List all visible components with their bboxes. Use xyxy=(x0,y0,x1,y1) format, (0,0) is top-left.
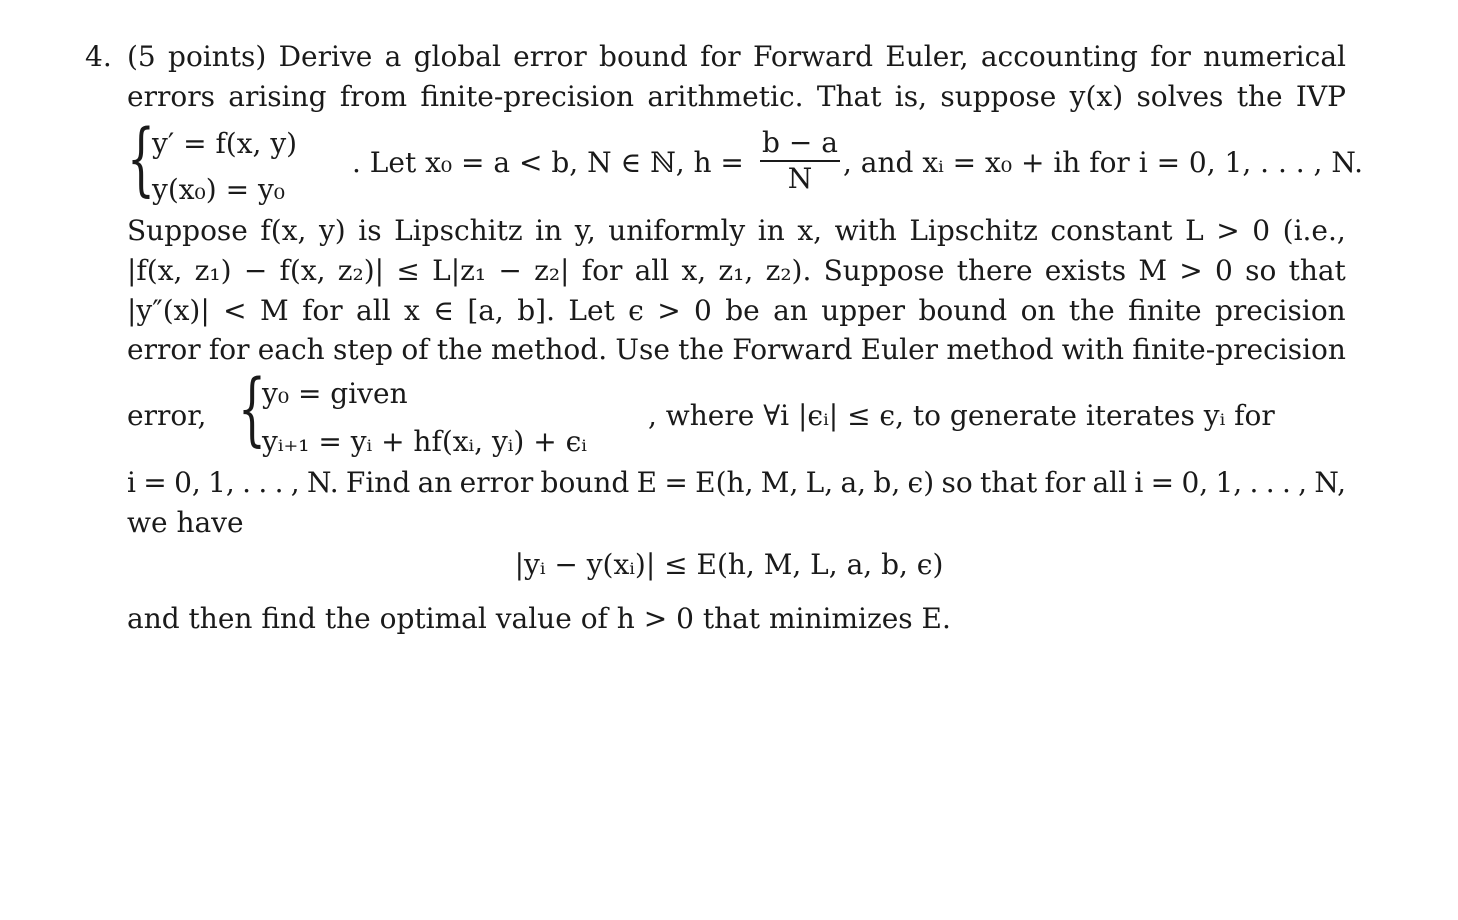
word: Lipschitz xyxy=(909,214,1038,247)
word: constant xyxy=(1050,214,1173,247)
word: . xyxy=(1281,466,1291,499)
word: , xyxy=(1298,466,1308,499)
word: accounting xyxy=(980,40,1138,73)
word: for xyxy=(1150,40,1191,73)
line-8-suffix: , where ∀i |ϵᵢ| ≤ ϵ, to generate iterates yᵢ for xyxy=(648,399,1275,432)
word: bound xyxy=(599,40,688,73)
problem-line-11: and then find the optimal value of h > 0 that minimizes E. xyxy=(127,602,951,635)
word: an xyxy=(773,294,808,327)
word: for xyxy=(302,294,343,327)
word: with xyxy=(1061,333,1124,366)
word: upper xyxy=(821,294,906,327)
word: f(x, xyxy=(279,254,326,287)
word: That xyxy=(816,80,882,113)
word: Forward xyxy=(752,40,874,73)
word: M, xyxy=(760,466,799,499)
word: the xyxy=(678,333,725,366)
word: M xyxy=(1138,254,1168,287)
word: [a, xyxy=(467,294,504,327)
word: that xyxy=(1288,254,1346,287)
word: with xyxy=(834,214,897,247)
word: in xyxy=(757,214,785,247)
word: 0, xyxy=(1181,466,1209,499)
word: = xyxy=(664,466,688,499)
fraction-numerator: b − a xyxy=(762,126,838,159)
word: . xyxy=(1265,466,1275,499)
word: |y″(x)| xyxy=(127,294,210,327)
word: errors xyxy=(127,80,215,113)
word: all xyxy=(634,254,670,287)
word: bound xyxy=(918,294,1008,327)
word: i xyxy=(1134,466,1144,499)
word: y(x) xyxy=(1069,80,1124,113)
word: solves xyxy=(1136,80,1224,113)
line-3-suffix: , and xᵢ = x₀ + ih for i = 0, 1, . . . , N. xyxy=(843,146,1363,179)
word: b, xyxy=(873,466,901,499)
word: Euler, xyxy=(885,40,969,73)
word: . xyxy=(242,466,252,499)
word: ϵ) xyxy=(907,466,935,499)
word: for xyxy=(700,40,741,73)
word: all xyxy=(1092,466,1128,499)
word: z₁, xyxy=(718,254,754,287)
ivp-equation-2: y(x₀) = y₀ xyxy=(152,173,285,206)
word: = xyxy=(143,466,167,499)
word: < xyxy=(223,294,247,327)
ivp-equation-1: y′ = f(x, y) xyxy=(152,127,298,160)
word: ϵ xyxy=(628,294,644,327)
word: N, xyxy=(1314,466,1346,499)
word: IVP xyxy=(1295,80,1346,113)
word: be xyxy=(725,294,760,327)
word: arising xyxy=(228,80,327,113)
word: for xyxy=(208,333,250,366)
word: N. xyxy=(307,466,339,499)
word: z₂| xyxy=(534,254,570,287)
word: i xyxy=(127,466,136,499)
word: finite xyxy=(1128,294,1202,327)
word: Suppose xyxy=(823,254,945,287)
line-8-prefix: error, xyxy=(127,399,207,432)
word: z₁) xyxy=(194,254,232,287)
word: 1, xyxy=(208,466,235,499)
word: − xyxy=(243,254,268,287)
word: exists xyxy=(1044,254,1127,287)
word: ∈ xyxy=(433,294,454,327)
word: so xyxy=(941,466,973,499)
word: b]. xyxy=(517,294,555,327)
word: that xyxy=(980,466,1038,499)
word: = xyxy=(1150,466,1175,499)
display-equation: |yᵢ − y(xᵢ)| ≤ E(h, M, L, a, b, ϵ) xyxy=(514,548,944,581)
word: f(x, xyxy=(260,214,307,247)
scheme-left-brace: { xyxy=(238,362,266,455)
line-3-prefix: . Let x₀ = a < b, N ∈ ℕ, h = xyxy=(352,146,744,179)
word: the xyxy=(1068,294,1115,327)
word: L, xyxy=(805,466,834,499)
word: finite-precision xyxy=(1132,333,1346,366)
word: for xyxy=(1044,466,1086,499)
word: an xyxy=(417,466,453,499)
problem-number: 4. xyxy=(85,40,112,73)
word: 0 xyxy=(1215,254,1233,287)
word: on xyxy=(1020,294,1056,327)
word: ≤ xyxy=(396,254,420,287)
word: Suppose xyxy=(127,214,248,247)
word: error xyxy=(459,466,534,499)
word: method. xyxy=(491,333,608,366)
word: in xyxy=(535,214,563,247)
word: numerical xyxy=(1203,40,1346,73)
word: error xyxy=(127,333,201,366)
word: so xyxy=(1245,254,1277,287)
word: Forward xyxy=(732,333,853,366)
word: |f(x, xyxy=(127,254,183,287)
word: step xyxy=(332,333,394,366)
word: is xyxy=(358,214,382,247)
word: 0 xyxy=(694,294,712,327)
word: Use xyxy=(615,333,670,366)
scheme-equation-1: y₀ = given xyxy=(262,377,408,410)
word: Derive xyxy=(278,40,373,73)
problem-line-4 xyxy=(127,211,1346,251)
word: > xyxy=(1216,214,1240,247)
word: x xyxy=(404,294,420,327)
word: . xyxy=(274,466,284,499)
word: the xyxy=(436,333,483,366)
word: Lipschitz xyxy=(394,214,523,247)
problem-line-1 xyxy=(127,37,1346,77)
word: L|z₁ xyxy=(432,254,487,287)
word: E(h, xyxy=(695,466,754,499)
word: z₂). xyxy=(765,254,812,287)
word: each xyxy=(257,333,325,366)
word: , xyxy=(290,466,300,499)
word: . xyxy=(258,466,268,499)
ivp-left-brace: { xyxy=(127,112,155,205)
word: (5 xyxy=(127,40,156,73)
word: > xyxy=(1179,254,1203,287)
word: finite-precision xyxy=(420,80,635,113)
word: arithmetic. xyxy=(647,80,804,113)
word: (i.e., xyxy=(1282,214,1346,247)
word: z₂)| xyxy=(337,254,385,287)
word: 1, xyxy=(1215,466,1243,499)
fraction-denominator: N xyxy=(787,162,813,195)
word: 0, xyxy=(174,466,201,499)
word: global xyxy=(413,40,501,73)
word: from xyxy=(339,80,408,113)
word: Let xyxy=(568,294,615,327)
word: for xyxy=(581,254,623,287)
problem-line-6 xyxy=(127,291,1346,331)
word: a xyxy=(384,40,402,73)
word: the xyxy=(1236,80,1283,113)
word: y) xyxy=(318,214,346,247)
problem-line-2 xyxy=(127,77,1346,117)
word: error xyxy=(513,40,587,73)
scheme-equation-2: yᵢ₊₁ = yᵢ + hf(xᵢ, yᵢ) + ϵᵢ xyxy=(262,425,587,458)
word: uniformly xyxy=(608,214,746,247)
word: there xyxy=(956,254,1033,287)
step-size-fraction xyxy=(760,126,840,196)
problem-line-5 xyxy=(127,251,1346,291)
word: bound xyxy=(540,466,630,499)
word: suppose xyxy=(940,80,1057,113)
problem-line-7 xyxy=(127,330,1346,370)
word: method xyxy=(946,333,1054,366)
problem-line-9 xyxy=(127,463,1346,503)
word: Find xyxy=(345,466,411,499)
word: 0 xyxy=(1252,214,1271,247)
word: Euler xyxy=(860,333,939,366)
word: − xyxy=(498,254,522,287)
word: L xyxy=(1185,214,1204,247)
word: E xyxy=(636,466,658,499)
word: x, xyxy=(681,254,707,287)
word: points) xyxy=(168,40,267,73)
word: precision xyxy=(1214,294,1346,327)
word: . xyxy=(1249,466,1259,499)
word: M xyxy=(260,294,289,327)
problem-line-10: we have xyxy=(127,506,244,539)
word: all xyxy=(356,294,391,327)
word: a, xyxy=(840,466,867,499)
word: of xyxy=(401,333,429,366)
word: y, xyxy=(574,214,596,247)
word: x, xyxy=(797,214,823,247)
word: > xyxy=(657,294,681,327)
word: is, xyxy=(894,80,928,113)
